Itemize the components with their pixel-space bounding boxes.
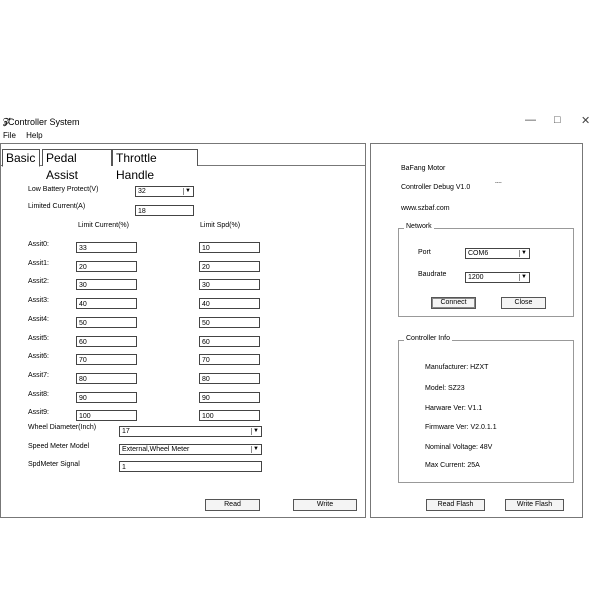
assist-label: Assit9: <box>28 409 50 416</box>
assist-label: Assit3: <box>28 297 50 304</box>
baudrate-select[interactable] <box>465 272 530 283</box>
connect-button[interactable]: Connect <box>431 297 476 309</box>
spdmeter-signal-input[interactable]: 1 <box>119 461 262 472</box>
assist-current-input[interactable]: 100 <box>76 410 137 421</box>
window-title: Controller System <box>8 117 80 127</box>
maximize-button[interactable]: □ <box>554 114 561 126</box>
port-label: Port <box>418 249 431 256</box>
controller-info-group-label: Controller Info <box>406 335 450 342</box>
assist-current-input[interactable]: 40 <box>76 298 137 309</box>
assist-label: Assit7: <box>28 372 50 379</box>
assist-speed-input[interactable]: 30 <box>199 279 260 290</box>
limited-current-input[interactable]: 18 <box>135 205 194 216</box>
menu-file[interactable]: File <box>3 131 16 140</box>
tab-throttle-handle[interactable]: Throttle Handle <box>112 149 198 166</box>
assist-label: Assit2: <box>28 278 50 285</box>
wheel-diameter-label: Wheel Diameter(Inch) <box>28 424 97 431</box>
read-button[interactable]: Read <box>205 499 260 511</box>
assist-speed-input[interactable]: 80 <box>199 373 260 384</box>
assist-label: Assit5: <box>28 335 50 342</box>
chevron-down-icon: ▼ <box>519 274 528 281</box>
manufacturer-info: Manufacturer: HZXT <box>425 364 489 371</box>
assist-speed-input[interactable]: 100 <box>199 410 260 421</box>
hardware-version: Harware Ver: V1.1 <box>425 405 483 412</box>
assist-label: Assit0: <box>28 241 50 248</box>
chevron-down-icon: ▼ <box>251 428 260 435</box>
minimize-button[interactable]: — <box>525 114 536 126</box>
assist-speed-input[interactable]: 70 <box>199 354 260 365</box>
website: www.szbaf.com <box>401 205 450 212</box>
assist-label: Assit4: <box>28 316 50 323</box>
low-battery-value: 32 <box>138 188 146 195</box>
assist-speed-input[interactable]: 50 <box>199 317 260 328</box>
chevron-down-icon: ▼ <box>183 188 192 195</box>
wheel-diameter-value: 17 <box>122 428 130 435</box>
assist-current-input[interactable]: 30 <box>76 279 137 290</box>
port-select[interactable] <box>465 248 530 259</box>
assist-current-input[interactable]: 90 <box>76 392 137 403</box>
version-mark: ---- <box>495 180 502 186</box>
close-connection-button[interactable]: Close <box>501 297 546 309</box>
port-value: COM6 <box>468 250 489 257</box>
limited-current-label: Limited Current(A) <box>28 203 86 210</box>
col-limit-current: Limit Current(%) <box>78 222 129 229</box>
read-flash-button[interactable]: Read Flash <box>426 499 485 511</box>
chevron-down-icon: ▼ <box>519 250 528 257</box>
assist-label: Assit6: <box>28 353 50 360</box>
write-flash-button[interactable]: Write Flash <box>505 499 564 511</box>
assist-current-input[interactable]: 50 <box>76 317 137 328</box>
speed-meter-model-value: External,Wheel Meter <box>122 446 190 453</box>
assist-label: Assit1: <box>28 260 50 267</box>
speed-meter-model-select[interactable] <box>119 444 262 455</box>
firmware-version: Firmware Ver: V2.0.1.1 <box>425 424 497 431</box>
baudrate-label: Baudrate <box>418 271 447 278</box>
network-group-label: Network <box>406 223 432 230</box>
speed-meter-model-label: Speed Meter Model <box>28 443 90 450</box>
model-info: Model: SZ23 <box>425 385 465 392</box>
debug-version: Controller Debug V1.0 <box>401 184 471 191</box>
assist-speed-input[interactable]: 90 <box>199 392 260 403</box>
tab-basic[interactable]: Basic <box>2 149 40 167</box>
assist-current-input[interactable]: 60 <box>76 336 137 347</box>
assist-speed-input[interactable]: 60 <box>199 336 260 347</box>
max-current: Max Current: 25A <box>425 462 480 469</box>
write-button[interactable]: Write <box>293 499 357 511</box>
assist-current-input[interactable]: 70 <box>76 354 137 365</box>
baudrate-value: 1200 <box>468 274 484 281</box>
company-name: BaFang Motor <box>401 165 446 172</box>
assist-label: Assit8: <box>28 391 50 398</box>
menu-bar <box>3 131 51 140</box>
assist-speed-input[interactable]: 10 <box>199 242 260 253</box>
chevron-down-icon: ▼ <box>251 446 260 453</box>
assist-current-input[interactable]: 20 <box>76 261 137 272</box>
close-button[interactable]: ✕ <box>581 115 591 127</box>
nominal-voltage: Nominal Voltage: 48V <box>425 444 493 451</box>
menu-help[interactable]: Help <box>26 131 43 140</box>
col-limit-speed: Limit Spd(%) <box>200 222 241 229</box>
spdmeter-signal-label: SpdMeter Signal <box>28 461 80 468</box>
assist-current-input[interactable]: 80 <box>76 373 137 384</box>
assist-speed-input[interactable]: 40 <box>199 298 260 309</box>
assist-current-input[interactable]: 33 <box>76 242 137 253</box>
app-logo-icon: 𝒵 <box>3 116 10 126</box>
tab-pedal-assist[interactable]: Pedal Assist <box>42 149 112 166</box>
low-battery-label: Low Battery Protect(V) <box>28 186 99 193</box>
low-battery-select[interactable] <box>135 186 194 197</box>
assist-speed-input[interactable]: 20 <box>199 261 260 272</box>
wheel-diameter-select[interactable] <box>119 426 262 437</box>
